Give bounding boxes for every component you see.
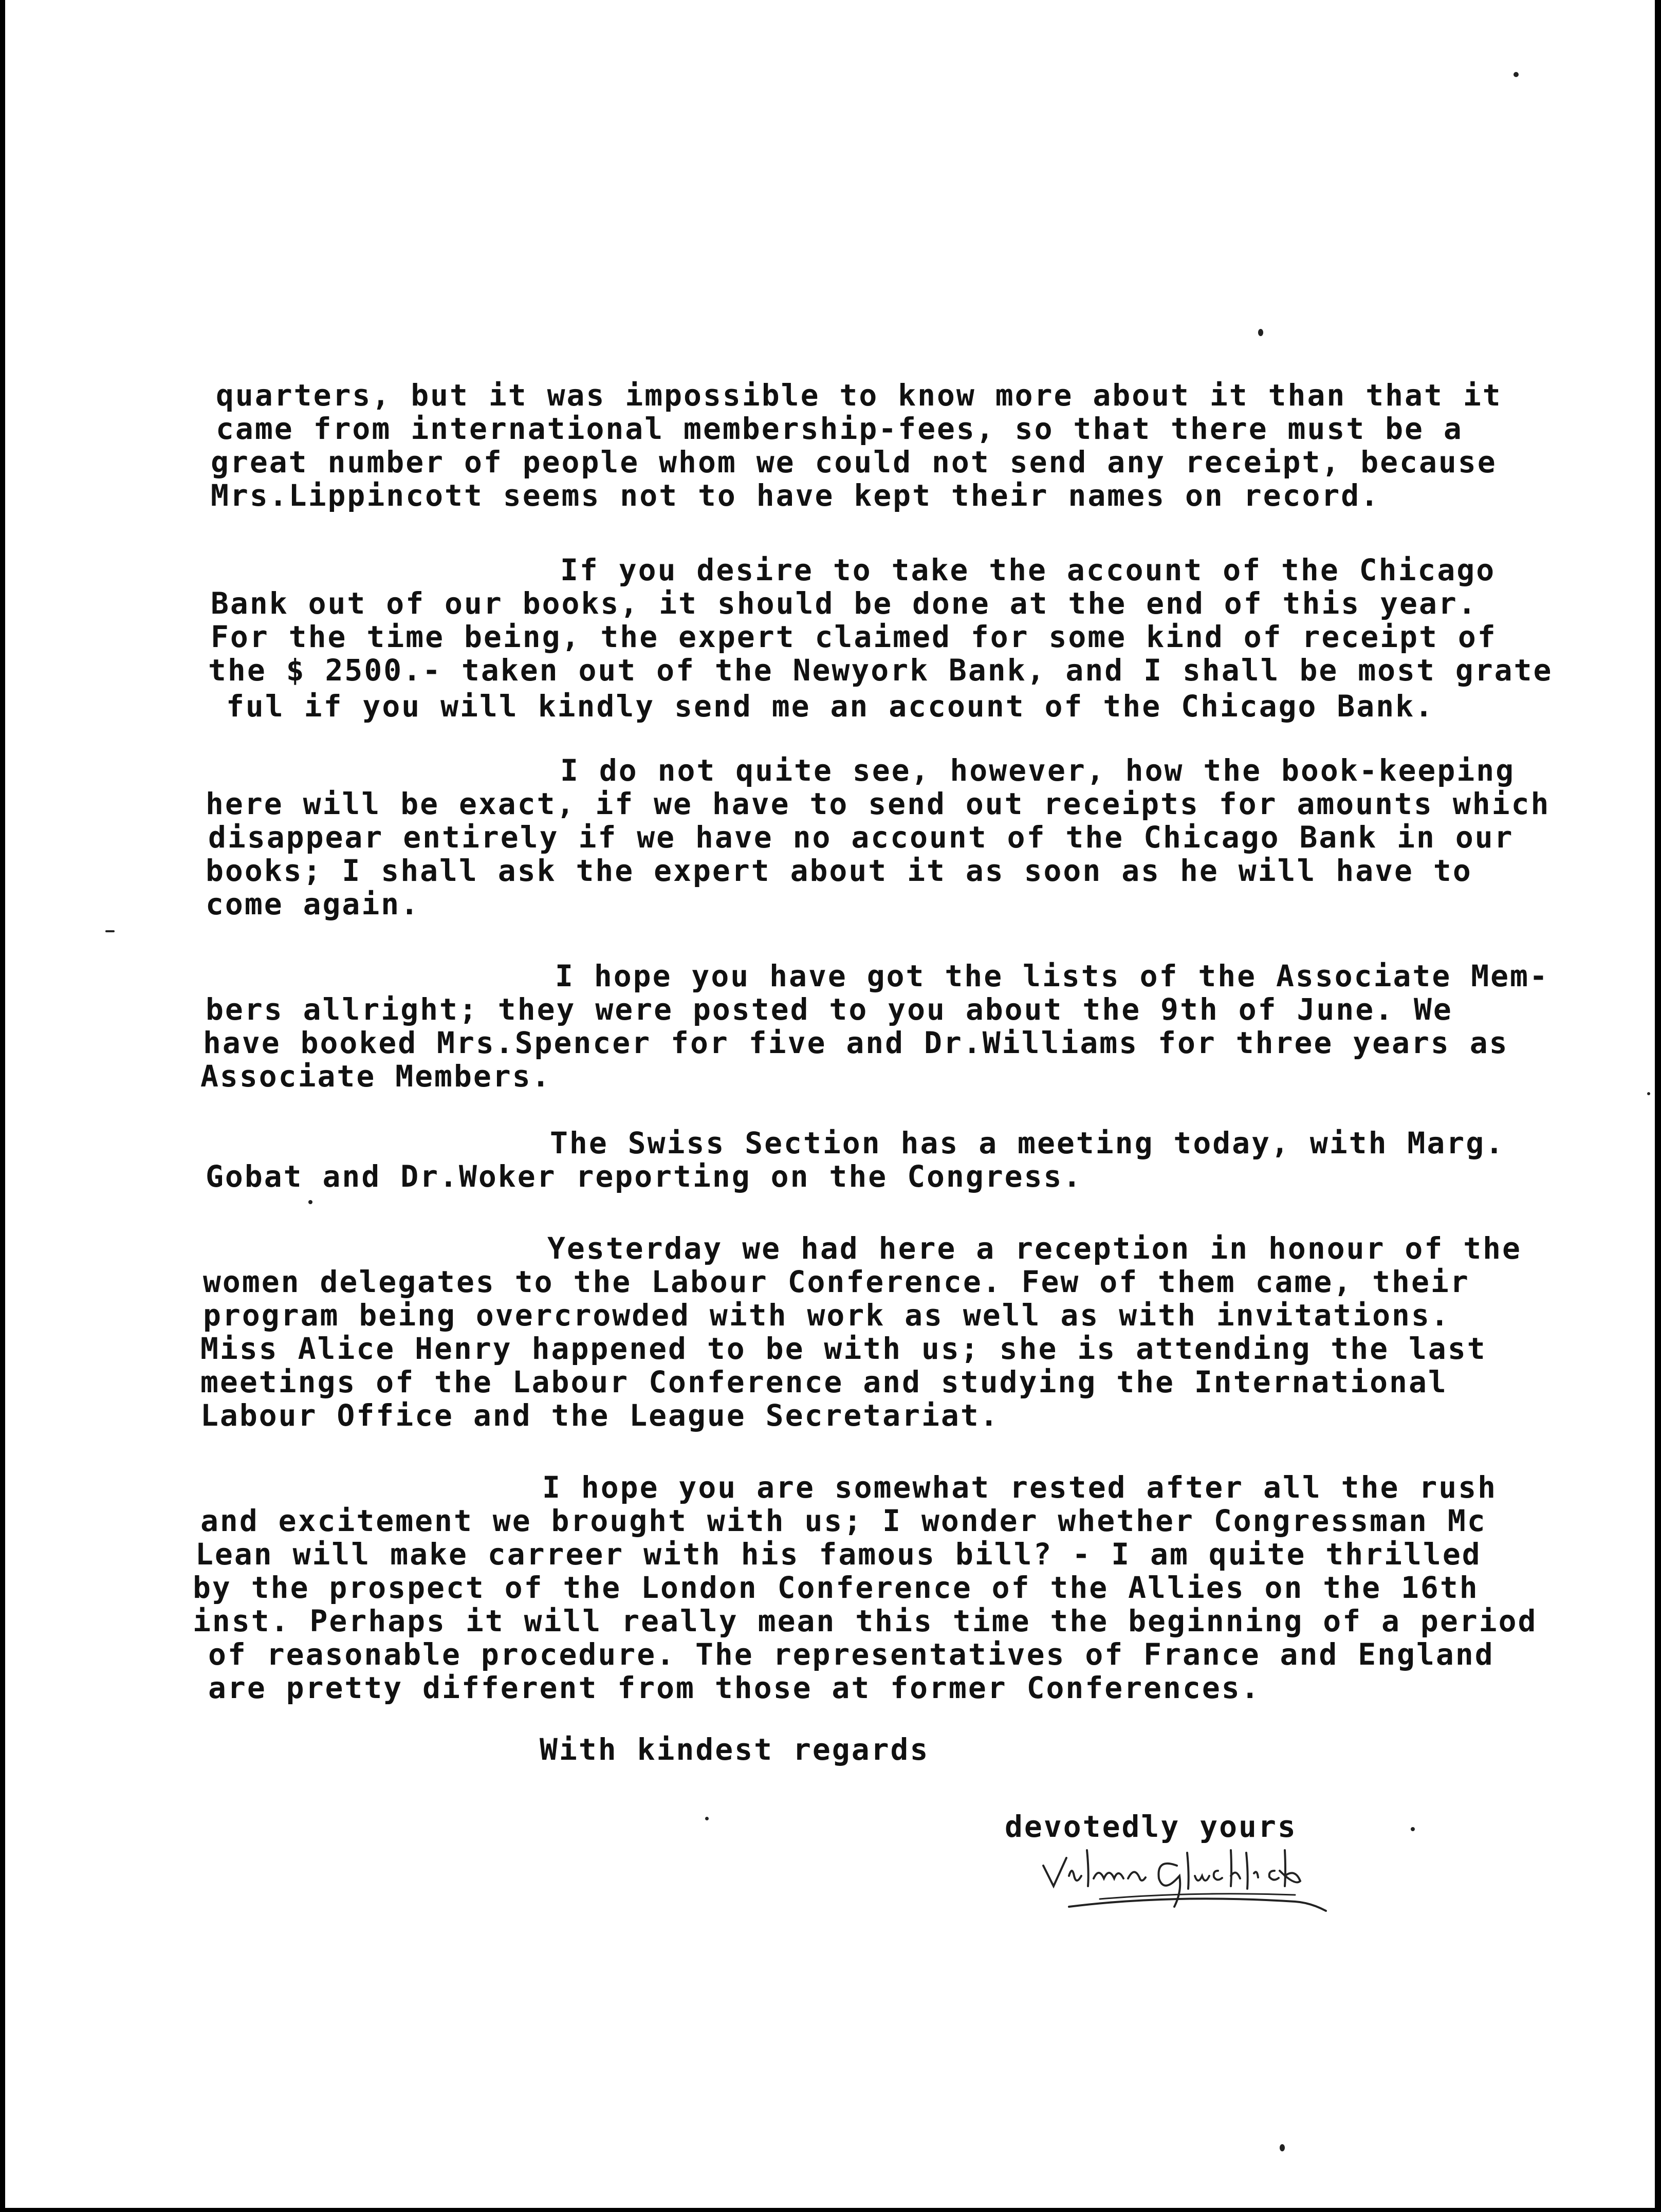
scan-speck: [105, 930, 115, 932]
handwritten-signature: [1038, 1809, 1346, 1932]
body-text-line: inst. Perhaps it will really mean this time the beginning of a period: [193, 1603, 1538, 1638]
body-text-line: Lean will make carreer with his famous bill? - I am quite thrilled: [195, 1537, 1482, 1572]
body-text-line: here will be exact, if we have to send out receipts for amounts which: [206, 786, 1551, 821]
body-text-line: I hope you have got the lists of the Associate Mem-: [555, 958, 1549, 993]
body-text-line: If you desire to take the account of the Chicago: [560, 552, 1496, 587]
body-text-line: Gobat and Dr.Woker reporting on the Congress.: [206, 1159, 1083, 1194]
body-text-line: Yesterday we had here a reception in honour of the: [547, 1231, 1522, 1266]
body-text-line: program being overcrowded with work as well as with invitations.: [203, 1298, 1450, 1333]
body-text-line: Bank out of our books, it should be done at the end of this year.: [211, 586, 1478, 621]
body-text-line: I hope you are somewhat rested after all the rush: [542, 1470, 1498, 1505]
body-text-line: Labour Office and the League Secretariat.: [200, 1398, 1000, 1433]
scan-speck: [1258, 329, 1263, 336]
scan-speck: [1280, 2144, 1285, 2151]
body-text-line: are pretty different from those at former Conferences.: [208, 1670, 1261, 1705]
body-text-line: quarters, but it was impossible to know more about it than that it: [216, 378, 1502, 413]
body-text-line: come again.: [206, 887, 420, 921]
scan-speck: [1514, 72, 1519, 77]
valediction-line: devotedly yours: [1005, 1809, 1297, 1844]
body-text-line: women delegates to the Labour Conference. Few of them came, their: [203, 1264, 1470, 1299]
body-text-line: Associate Members.: [200, 1059, 551, 1094]
scan-speck: [1411, 1827, 1415, 1831]
body-text-line: the $ 2500.- taken out of the Newyork Bank, and I shall be most grate: [208, 653, 1553, 688]
scan-speck: [308, 1200, 312, 1204]
body-text-line: Miss Alice Henry happened to be with us; she is attending the last: [200, 1331, 1487, 1366]
body-text-line: by the prospect of the London Conference of the Allies on the 16th: [193, 1570, 1479, 1605]
body-text-line: The Swiss Section has a meeting today, with Marg.: [550, 1126, 1505, 1160]
scan-speck: [705, 1817, 709, 1820]
body-text-line: and excitement we brought with us; I wonder whether Congressman Mc: [200, 1503, 1487, 1538]
body-text-line: ful if you will kindly send me an account of the Chicago Bank.: [226, 689, 1434, 724]
body-text-line: bers allright; they were posted to you about the 9th of June. We: [206, 992, 1453, 1027]
body-text-line: have booked Mrs.Spencer for five and Dr.Williams for three years as: [203, 1025, 1509, 1060]
body-text-line: I do not quite see, however, how the book-keeping: [560, 753, 1516, 788]
scan-edge-bottom: [0, 2208, 1661, 2212]
body-text-line: of reasonable procedure. The representatives of France and England: [208, 1637, 1494, 1672]
body-text-line: meetings of the Labour Conference and studying the International: [200, 1365, 1448, 1399]
body-text-line: disappear entirely if we have no account of the Chicago Bank in our: [208, 820, 1514, 855]
closing-line: With kindest regards: [540, 1732, 930, 1767]
body-text-line: For the time being, the expert claimed for some kind of receipt of: [211, 619, 1497, 654]
scan-edge-right: [1655, 0, 1661, 2212]
body-text-line: great number of people whom we could not send any receipt, because: [211, 445, 1497, 480]
body-text-line: came from international membership-fees, so that there must be a: [216, 411, 1463, 446]
scan-speck: [1647, 1092, 1650, 1095]
scan-edge-left: [0, 0, 5, 2212]
body-text-line: books; I shall ask the expert about it as soon as he will have to: [206, 853, 1472, 888]
body-text-line: Mrs.Lippincott seems not to have kept their names on record.: [211, 478, 1380, 513]
